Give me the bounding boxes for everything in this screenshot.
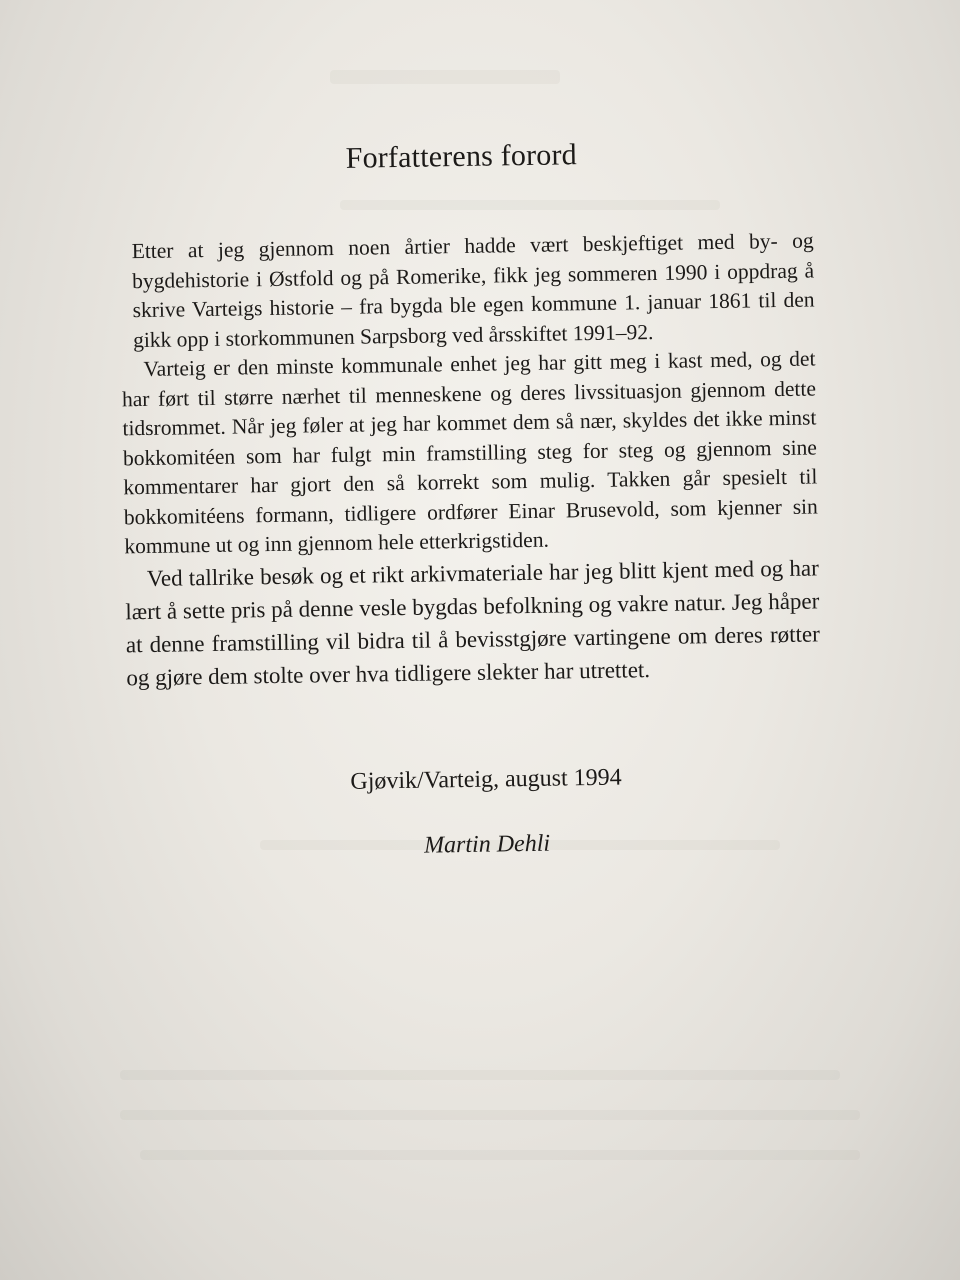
paragraph-2: Varteig er den minste kommunale enhet jeg har gitt meg i kast med, og det har ført til større nærhet til menneskene og deres livssituasjon gjennom dette tidsrommet. Når jeg føler at jeg har kommet dem så nær, skyldes det ikke minst bokkomitéen som har fulgt min framstilling steg for steg og gjennom sine kommentarer har gjort den så korrekt som mulig. Takken går spesielt til bokkomitéens formann, tidligere ordfører Einar Brusevold, som kjenner sin kommune ut og inn gjennom hele etterkrigstiden. [121, 346, 818, 559]
paragraph-3: Ved tallrike besøk og et rikt arkivmateriale har jeg blitt kjent med og har lært å sette pris på denne vesle bygdas befolkning og vakre natur. Jeg håper at denne framstilling vil bidra til å bevisstgjøre vartingene om deres røtter og gjøre dem stolte over hva tidligere slekter har utrettet. [125, 554, 820, 690]
foreword [88, 134, 845, 864]
page-title: Forfatterens forord [345, 138, 578, 175]
author-signature: Martin Dehli [423, 830, 551, 859]
place-date: Gjøvik/Varteig, august 1994 [350, 764, 622, 795]
show-through [120, 1110, 860, 1120]
show-through [330, 70, 560, 84]
show-through [120, 1070, 840, 1080]
foreword-body [89, 226, 842, 694]
show-through [140, 1150, 860, 1160]
paragraph-1: Etter at jeg gjennom noen årtier hadde vært beskjeftiget med by- og bygdehistorie i Østfold og på Romerike, fikk jeg sommeren 1990 i oppdrag å skrive Varteigs historie – fra bygda ble egen kommune 1. januar 1861 til den gikk opp i storkommunen Sarpsborg ved årsskiftet 1991–92. [131, 228, 815, 352]
